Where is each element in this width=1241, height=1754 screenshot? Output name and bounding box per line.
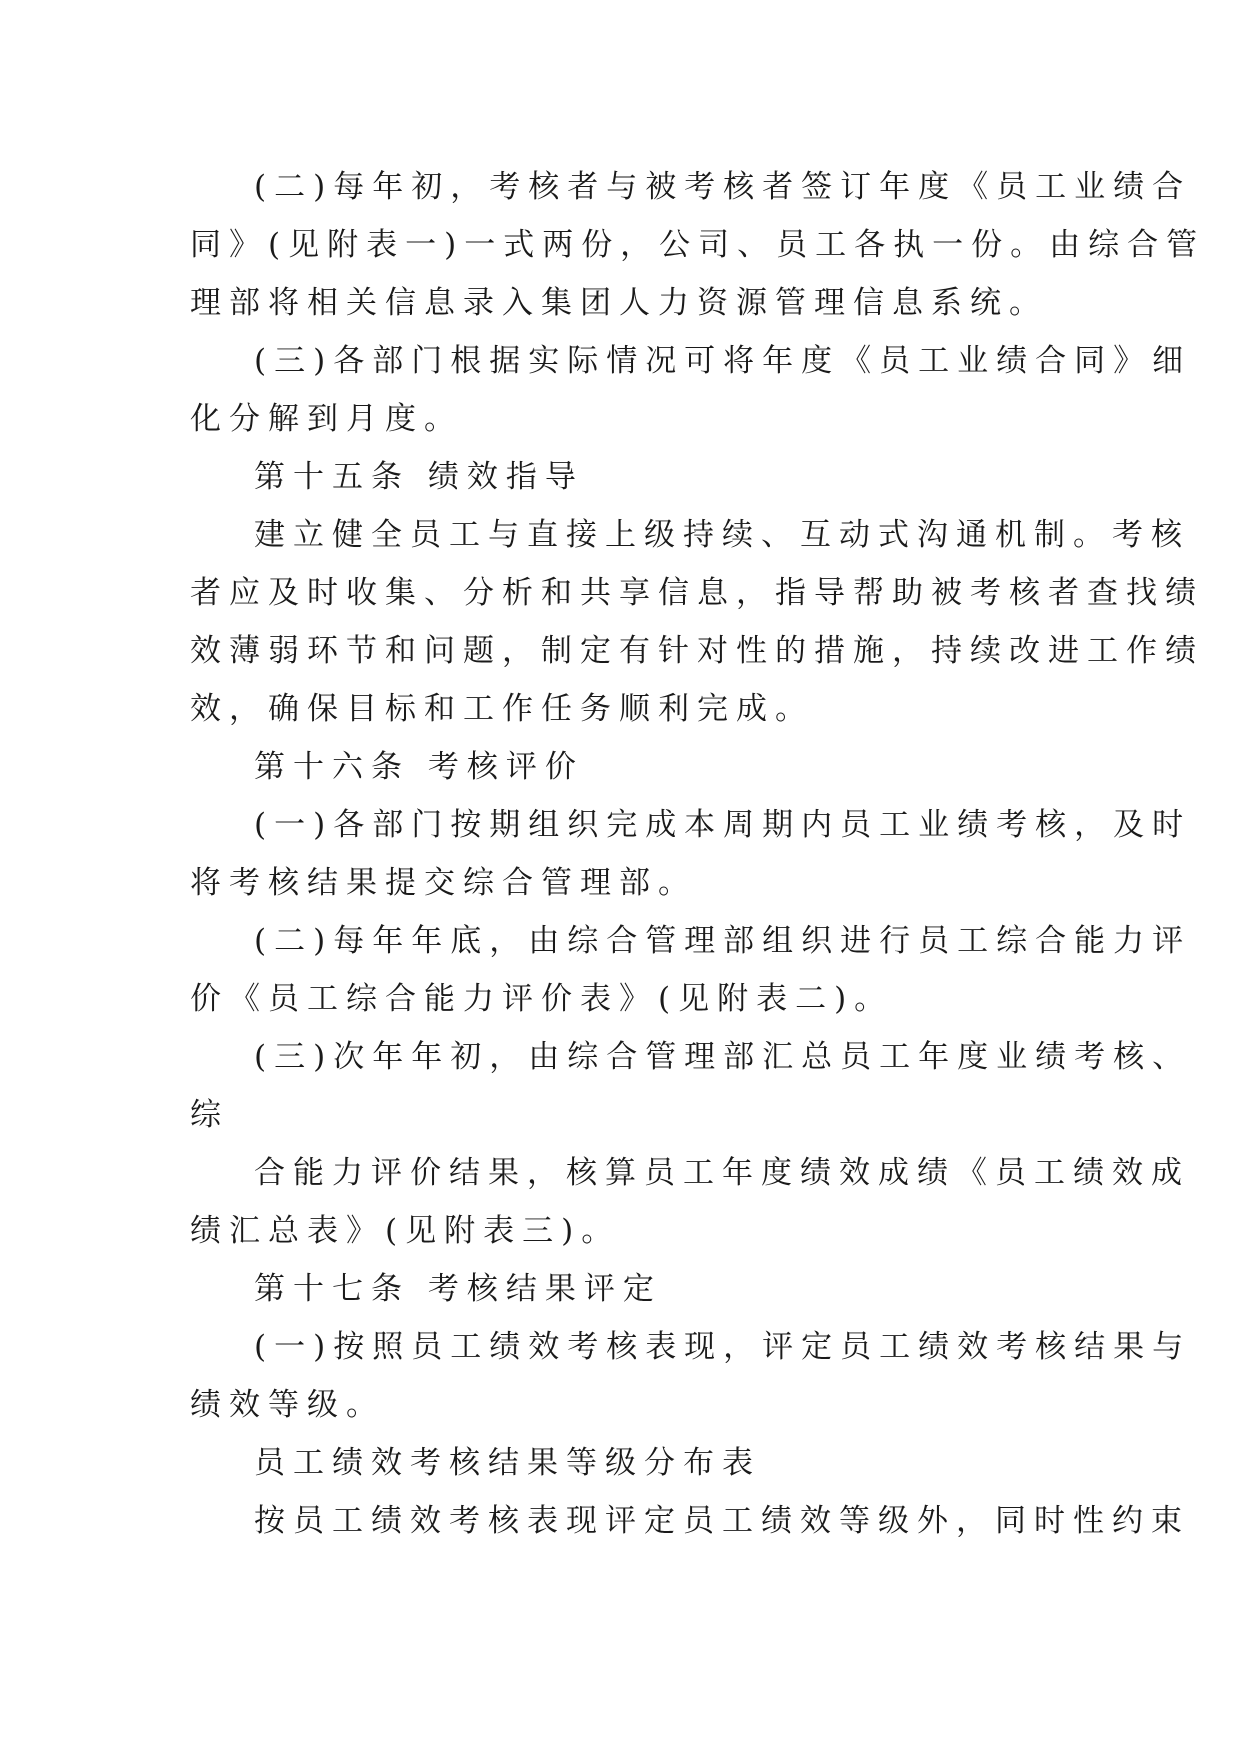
text-line: 化分解到月度。 [190, 401, 463, 437]
text-line: (一)按照员工绩效考核表现，评定员工绩效考核结果与 [254, 1329, 1192, 1365]
article-heading: 第十七条 考核结果评定 [254, 1271, 662, 1307]
text-line: 理部将相关信息录入集团人力资源管理信息系统。 [190, 285, 1048, 321]
text-line: 综 [190, 1097, 229, 1133]
text-line: 者应及时收集、分析和共享信息，指导帮助被考核者查找绩 [190, 575, 1204, 611]
text-line: (三)各部门根据实际情况可将年度《员工业绩合同》细 [254, 343, 1192, 379]
text-line: 效，确保目标和工作任务顺利完成。 [190, 691, 814, 727]
text-line: (一)各部门按期组织完成本周期内员工业绩考核，及时 [254, 807, 1192, 843]
text-line: 建立健全员工与直接上级持续、互动式沟通机制。考核 [254, 517, 1190, 553]
text-line: 绩汇总表》(见附表三)。 [190, 1213, 621, 1249]
text-line: (二)每年年底，由综合管理部组织进行员工综合能力评 [254, 923, 1192, 959]
text-line: 效薄弱环节和问题，制定有针对性的措施，持续改进工作绩 [190, 633, 1204, 669]
article-heading: 第十五条 绩效指导 [254, 459, 584, 495]
article-heading: 第十六条 考核评价 [254, 749, 584, 785]
text-line: 绩效等级。 [190, 1387, 385, 1423]
text-line: 合能力评价结果，核算员工年度绩效成绩《员工绩效成 [254, 1155, 1190, 1191]
text-line: 按员工绩效考核表现评定员工绩效等级外，同时性约束 [254, 1503, 1190, 1539]
table-caption: 员工绩效考核结果等级分布表 [254, 1445, 761, 1481]
text-line: 将考核结果提交综合管理部。 [190, 865, 697, 901]
text-line: 同》(见附表一)一式两份，公司、员工各执一份。由综合管 [190, 227, 1206, 263]
text-line: 价《员工综合能力评价表》(见附表二)。 [190, 981, 894, 1017]
text-line: (三)次年年初，由综合管理部汇总员工年度业绩考核、 [254, 1039, 1192, 1075]
text-line: (二)每年初，考核者与被考核者签订年度《员工业绩合 [254, 169, 1192, 205]
document-body [190, 158, 1206, 1550]
